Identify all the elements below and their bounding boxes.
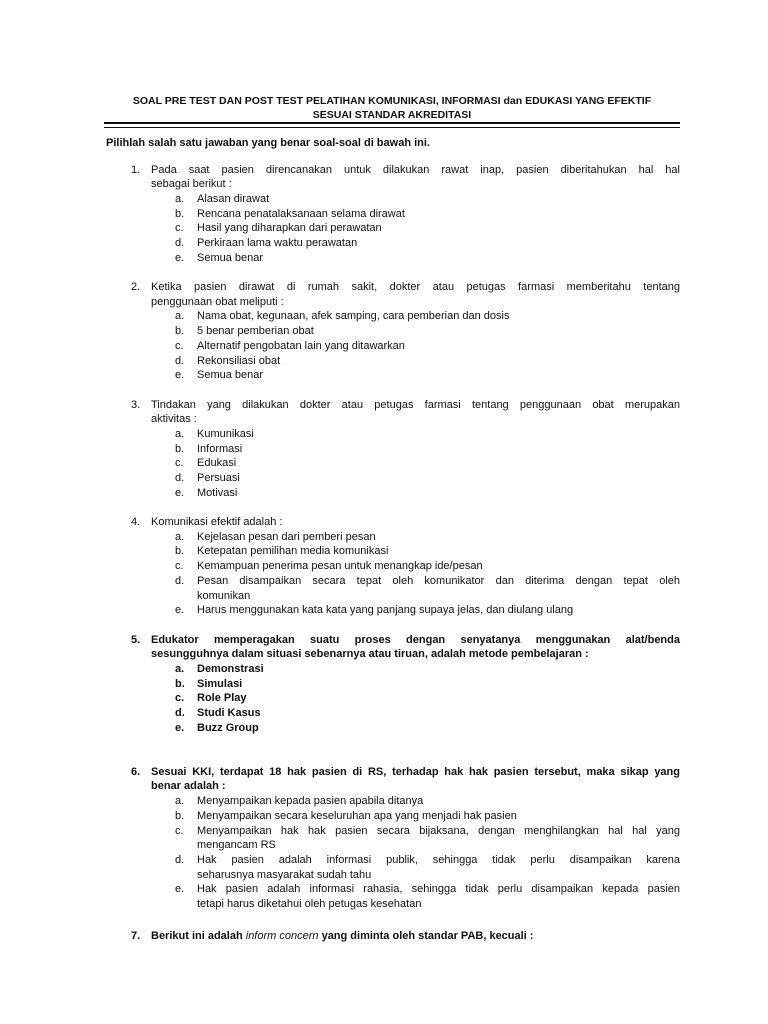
question-3: [131, 398, 680, 501]
option-text: Alasan dirawat: [197, 192, 270, 205]
answer-option-d: [175, 236, 680, 251]
document-title: [104, 94, 680, 122]
option-text: Demonstrasi: [197, 662, 264, 675]
question-5: [131, 633, 680, 736]
option-text: Kumunikasi: [197, 427, 254, 440]
answer-option-a: [175, 192, 680, 207]
answer-option-a: [175, 794, 680, 809]
answer-option-b: [175, 809, 680, 824]
option-text: Studi Kasus: [197, 707, 261, 720]
answer-option-e: [175, 882, 680, 911]
question-text: Edukator memperagakan suatu proses dengan senyatanya menggunakan alat/benda: [151, 633, 680, 646]
option-letter: c.: [175, 824, 184, 837]
answer-option-b: [175, 207, 680, 222]
option-letter: a.: [175, 192, 185, 205]
question-text: Tindakan yang dilakukan dokter atau petugas farmasi tentang penggunaan obat merupakan: [151, 398, 680, 411]
option-text: Hak pasien adalah informasi rahasia, sehingga tidak perlu disampaikan kepada pasien: [197, 883, 680, 896]
question-text: Sesuai KKI, terdapat 18 hak pasien di RS, terhadap hak hak pasien tersebut, maka sikap yang: [151, 765, 680, 778]
option-text: komunikan: [197, 589, 251, 602]
option-text: Semua benar: [197, 251, 264, 264]
option-letter: e.: [175, 251, 185, 264]
question-text: benar adalah :: [151, 780, 226, 793]
question-number: 1.: [131, 163, 141, 176]
option-letter: a.: [175, 427, 185, 440]
answer-option-c: [175, 456, 680, 471]
answer-option-b: [175, 544, 680, 559]
option-text: Harus menggunakan kata kata yang panjang supaya jelas, dan diulang ulang: [197, 604, 574, 617]
answer-option-d: [175, 354, 680, 369]
option-letter: d.: [175, 237, 185, 250]
option-text: Role Play: [197, 692, 247, 705]
title-line-2: SESUAI STANDAR AKREDITASI: [312, 109, 472, 121]
option-letter: e.: [175, 486, 185, 499]
option-letter: a.: [175, 310, 185, 323]
option-letter: c.: [175, 560, 184, 573]
answer-option-c: [175, 559, 680, 574]
question-text: Ketika pasien dirawat di rumah sakit, dokter atau petugas farmasi memberitahu tentang: [151, 281, 680, 294]
question-text: penggunaan obat meliputi :: [151, 295, 284, 308]
answer-option-a: [175, 309, 680, 324]
question-text: sesungguhnya dalam situasi sebenarnya atau tiruan, adalah metode pembelajaran :: [151, 648, 589, 661]
option-text: mengancam RS: [197, 839, 276, 852]
option-letter: c.: [175, 457, 184, 470]
question-text: sebagai berikut :: [151, 178, 232, 191]
answer-option-a: [175, 427, 680, 442]
answer-option-c: [175, 221, 680, 236]
answer-option-d: [175, 706, 680, 721]
option-letter: d.: [175, 707, 185, 720]
option-letter: b.: [175, 545, 185, 558]
option-text: Pesan disampaikan secara tepat oleh komunikator dan diterima dengan tepat oleh: [197, 574, 680, 587]
option-letter: e.: [175, 369, 185, 382]
answer-option-e: [175, 603, 680, 618]
option-text: Perkiraan lama waktu perawatan: [197, 237, 358, 250]
question-text: Komunikasi efektif adalah :: [151, 516, 283, 529]
option-letter: b.: [175, 207, 185, 220]
option-text: Informasi: [197, 442, 243, 455]
option-letter: e.: [175, 721, 185, 734]
answer-option-b: [175, 324, 680, 339]
option-text: Alternatif pengobatan lain yang ditawarkan: [197, 339, 405, 352]
question-4: [131, 515, 680, 618]
option-letter: a.: [175, 662, 185, 675]
option-text: Kejelasan pesan dari pemberi pesan: [197, 530, 376, 543]
option-letter: a.: [175, 530, 185, 543]
answer-option-e: [175, 251, 680, 266]
answer-option-b: [175, 677, 680, 692]
option-letter: d.: [175, 574, 185, 587]
option-text: Nama obat, kegunaan, afek samping, cara pemberian dan dosis: [197, 310, 510, 323]
option-text: Rekonsiliasi obat: [197, 354, 281, 367]
option-text: Hasil yang diharapkan dari perawatan: [197, 222, 382, 235]
option-letter: d.: [175, 354, 185, 367]
answer-option-e: [175, 721, 680, 736]
option-letter: c.: [175, 692, 185, 705]
option-text: Simulasi: [197, 677, 243, 690]
question-text-before: Berikut ini adalah: [151, 929, 246, 942]
question-number: 7.: [131, 929, 141, 942]
option-text: seharusnya masyarakat sudah tahu: [197, 868, 372, 881]
option-text: Ketepatan pemilihan media komunikasi: [197, 545, 389, 558]
question-number: 4.: [131, 516, 141, 529]
option-letter: d.: [175, 853, 185, 866]
option-letter: c.: [175, 222, 184, 235]
option-text: Hak pasien adalah informasi publik, sehingga tidak perlu disampaikan karena: [197, 853, 680, 866]
title-double-rule: [104, 122, 680, 128]
question-6: [131, 765, 680, 912]
question-2: [131, 280, 680, 383]
option-letter: e.: [175, 883, 185, 896]
option-text: Edukasi: [197, 457, 237, 470]
option-text: Motivasi: [197, 486, 238, 499]
question-list: [131, 163, 680, 959]
option-text: 5 benar pemberian obat: [197, 325, 314, 338]
answer-option-c: [175, 339, 680, 354]
instructions: Pilihlah salah satu jawaban yang benar soal-soal di bawah ini.: [106, 137, 430, 149]
option-text: Persuasi: [197, 472, 240, 485]
answer-option-e: [175, 368, 680, 383]
answer-option-c: [175, 691, 680, 706]
option-text: Menyampaikan hak hak pasien secara bijaksana, dengan menghilangkan hal hal yang: [197, 824, 680, 837]
answer-option-d: [175, 853, 680, 882]
question-7: [131, 929, 680, 944]
question-1: [131, 163, 680, 266]
question-text-emphasis: inform concern: [245, 929, 319, 942]
question-number: 2.: [131, 281, 141, 294]
answer-option-e: [175, 486, 680, 501]
option-text: Rencana penatalaksanaan selama dirawat: [197, 207, 405, 220]
answer-option-d: [175, 471, 680, 486]
answer-option-a: [175, 530, 680, 545]
option-text: Menyampaikan kepada pasien apabila ditanya: [197, 795, 424, 808]
title-line-1: SOAL PRE TEST DAN POST TEST PELATIHAN KOMUNIKASI, INFORMASI dan EDUKASI YANG EFEKTIF: [132, 95, 652, 107]
question-text: [151, 929, 680, 944]
option-text: Semua benar: [197, 369, 264, 382]
answer-option-c: [175, 824, 680, 853]
option-letter: e.: [175, 604, 185, 617]
option-letter: d.: [175, 472, 185, 485]
option-letter: c.: [175, 339, 184, 352]
question-text-after: yang diminta oleh standar PAB, kecuali :: [318, 929, 534, 942]
question-number: 3.: [131, 398, 141, 411]
question-number: 5.: [131, 633, 141, 646]
option-letter: a.: [175, 795, 185, 808]
option-text: Buzz Group: [197, 721, 259, 734]
option-letter: b.: [175, 442, 185, 455]
option-letter: b.: [175, 677, 185, 690]
question-number: 6.: [131, 765, 141, 778]
option-letter: b.: [175, 325, 185, 338]
option-text: Menyampaikan secara keseluruhan apa yang menjadi hak pasien: [197, 809, 517, 822]
option-text: Kemampuan penerima pesan untuk menangkap ide/pesan: [197, 560, 483, 573]
question-text: Pada saat pasien direncanakan untuk dilakukan rawat inap, pasien diberitahukan hal hal: [151, 163, 680, 176]
option-text: tetapi harus diketahui oleh petugas kesehatan: [197, 897, 422, 910]
option-letter: b.: [175, 809, 185, 822]
question-text: aktivitas :: [151, 413, 197, 426]
answer-option-a: [175, 662, 680, 677]
answer-option-d: [175, 574, 680, 603]
answer-option-b: [175, 442, 680, 457]
